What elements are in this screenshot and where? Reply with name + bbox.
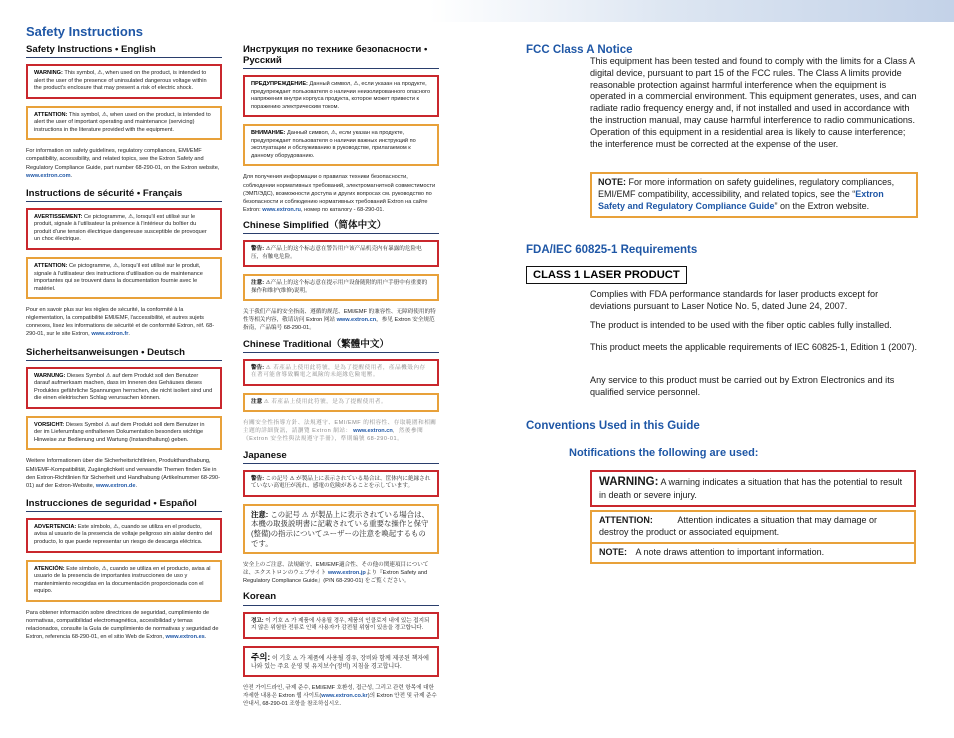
german-warning-box [26,367,222,409]
fda-paragraph-1: Complies with FDA performance standards for laser products except for deviations pursuant to Laser Notice No. 5, dated June 24, 2007. [590,289,879,311]
conventions-heading: Conventions Used in this Guide [526,420,700,432]
french-heading: Instructions de sécurité • Français [26,188,222,202]
chinese-simplified-info-end: ，参见 Extron 安全规范指南，产品编号 68-290-01。 [243,317,435,332]
japanese-info [243,561,439,585]
chinese-traditional-info-text: 有關安全性指導方針、法規遵守、EMI/EMF 的相容性、存取範圍和相關主題的詳細資訊，請瀏覽 Extron 網站： [243,420,437,435]
convention-note-label: NOTE: [599,547,627,557]
english-info-end: . [70,172,73,179]
russian-info-end: , номер по каталогу - 68-290-01. [300,206,385,213]
korean-info-text: 안전 가이드라인, 규제 준수, EMI/EMF 호환성, 접근성, 그리고 관련 항목에 대한 자세한 내용은 Extron 웹 사이트( [243,685,434,700]
english-info-link[interactable]: www.extron.com [26,172,71,179]
korean-attention-label: 주의: [251,651,271,662]
spanish-warning-label: ADVERTENCIA: [34,523,77,530]
korean-attention-box [243,646,439,678]
chinese-simplified-attention-text: ⚠产品上的这个标志意在提示用户设备随附的用户手册中有重要的操作和维护(维修)说明。 [251,280,428,294]
korean-info-link[interactable]: www.extron.co.kr [321,693,368,700]
chinese-simplified-attention-label: 注意: [251,280,265,287]
english-info [26,147,222,179]
japanese-attention-label: 注意: [251,509,269,519]
english-warning-box [26,64,222,99]
column-middle [243,44,439,715]
japanese-heading: Japanese [243,450,439,464]
fda-paragraph-4: Any service to this product must be carried out by Extron Electronics and its qualified service personnel. [590,375,895,397]
japanese-warning-label: 警告: [251,475,265,482]
chinese-simplified-warning-label: 警告: [251,246,265,253]
french-attention-box [26,257,222,299]
english-warning-text: This symbol, ⚠, when used on the product, is intended to alert the user of the presence of uninsulated dangerous voltage within the product's enclosure that may present a risk of electric shock. [34,70,207,92]
japanese-info-end: より『Extron Safety and Regulatory Compliance Guide』(P/N 68-290-01) をご覧ください。 [243,570,428,585]
column-left [26,44,222,647]
japanese-info-text: 安全上のご注意、法規厳守、EMI/EMF適合性、その他の関連項目については、エクストロンのウェブサイト [243,562,429,577]
french-warning-text: Ce pictogramme, ⚠, lorsqu'il est utilisé sur le produit, signale à l'utilisateur la présence à l'intérieur du boîtier du produit d'une tension électrique dangereuse susceptible de provoquer un choc électrique. [34,213,207,243]
fcc-note-text: For more information on safety guidelines, regulatory compliances, EMI/EMF compatibility, accessibility, and related topics, see the “ [598,177,895,199]
german-heading: Sicherheitsanweisungen • Deutsch [26,347,222,361]
fcc-note-link[interactable]: Extron Safety and Regulatory Compliance Guide [598,188,884,211]
english-attention-text: This symbol, ⚠, when used on the product, is intended to alert the user of important operating and maintenance (servicing) instructions in the literature provided with the equipment. [34,111,211,133]
french-warning-label: AVERTISSEMENT: [34,213,83,220]
english-attention-box [26,106,222,141]
spanish-warning-text: Este símbolo, ⚠, cuando se utiliza en el producto, avisa al usuario de la presencia de voltaje peligroso sin aislar dentro del producto, lo que puede representar un riesgo de descarga eléctrica. [34,523,213,546]
korean-warning-label: 경고: [251,617,264,624]
french-info-text: Pour en savoir plus sur les règles de sécurité, la conformité à la réglementation, la compatibilité EMI/EMF, l'accessibilité, et autres sujets connexes, lisez les informations de sécurité et de conformité Extron, réf. 68-290-01, sur le site Extron, [26,307,215,338]
convention-attention-box [590,510,916,544]
german-warning-text: Dieses Symbol ⚠ auf dem Produkt soll den Benutzer darauf aufmerksam machen, dass im Inneren des Gehäuses dieses Produktes gefährliche Spannungen herrschen, die nicht isoliert sind und die einen elektrischen Schlag verursachen können. [34,372,213,402]
spanish-info-text: Para obtener información sobre directrices de seguridad, cumplimiento de normativas, compatibilidad electromagnética, accesibilidad y temas relacionados, consulte la Guía de cumplimiento de normativas y seguridad de Extron, referencia 68-290-01, en el sitio Web de Extron, [26,609,219,641]
french-attention-text: Ce pictogramme, ⚠, lorsqu'il est utilisé sur le produit, signale à l'utilisateur des instructions d'utilisation ou de maintenance importantes qui se trouvent dans la documentation fournie avec le matériel. [34,262,203,292]
korean-info-end: )의 Extron 안전 및 규제 준수 안내서, 68-290-01 조항을 참조하십시오. [243,693,437,708]
convention-note-text: A note draws attention to important information. [635,547,825,557]
russian-info-link[interactable]: www.extron.ru [262,206,301,213]
fcc-body: This equipment has been tested and found to comply with the limits for a Class A digital device, pursuant to part 15 of the FCC rules. The Class A limits provide reasonable protection against harmful interference when the equipment is operated in a commercial environment. This equipment generates, uses, and can radiate radio frequency energy and, if not installed and used in accordance with the instruction manual, may cause harmful interference to radio communications. Operation of this equipment in a residential area is likely to cause interference; the interference must be corrected at the expense of the user. [590,56,917,149]
spanish-attention-text: Este símbolo, ⚠, cuando se utiliza en el producto, avisa al usuario de la presencia de importantes instrucciones de uso y mantenimiento recogidas en la documentación proporcionada con el equipo. [34,565,211,595]
fcc-note-end: ” on the Extron website. [774,200,870,211]
russian-heading: Инструкция по технике безопасности • Русский [243,44,439,69]
chinese-simplified-info-text: 关于我们产品的安全指南、遵循的规范、EMI/EMF 的兼容性、无障碍使用的特性等相关内容，敬请访问 Extron 网站 [243,309,436,324]
spanish-attention-box [26,560,222,602]
russian-warning-box [243,75,439,117]
chinese-traditional-attention-text: ⚠ 若產品上使用此符號，是為了提醒使用者。 [263,398,388,405]
spanish-heading: Instrucciones de seguridad • Español [26,498,222,512]
korean-warning-box [243,612,439,639]
german-info-text: Weitere Informationen über die Sicherheitsrichtlinien, Produkthandhabung, EMI/EMF-Kompatibilität, Zugänglichkeit und verwandte Themen finden Sie in den Extron-Richtlinien für Sicherheit und Handhabung (Artikelnummer 68-290-01) auf der Extron-Website, [26,458,221,489]
fcc-note-label: NOTE: [598,177,626,187]
header-band [0,0,954,22]
chinese-simplified-attention-box [243,274,439,301]
korean-info [243,684,439,708]
convention-note-box [590,542,916,564]
convention-warning-box [590,470,916,507]
french-attention-label: ATTENTION: [34,262,68,269]
chinese-traditional-warning-text: ⚠ 若產品上使用此符號，是為了提醒使用者，產品機殼內存在著可能會導致觸電之風險的未絕緣危險電壓。 [251,364,426,379]
convention-attention-text: Attention indicates a situation that may damage or destroy the product or associated equipment. [599,515,877,537]
russian-warning-text: Данный символ, ⚠, если указан на продукте, предупреждает пользователя о наличии неизолированного опасного напряжения внутри корпуса продукта, которое может привести к поражению электрическим током. [251,81,431,110]
convention-warning-label: WARNING: [599,476,659,488]
chinese-traditional-heading: Chinese Traditional（繁體中文） [243,339,439,353]
spanish-info [26,609,222,641]
convention-attention-label: ATTENTION: [599,515,653,525]
laser-product-label: CLASS 1 LASER PRODUCT [526,266,687,284]
japanese-attention-text: この記号 ⚠ が製品上に表示されている場合は、本機の取扱説明書に記載されている重要な操作と保守(整備)の指示についてユーザーの注意を喚起するものです。 [251,509,429,548]
german-attention-text: Dieses Symbol ⚠ auf dem Produkt soll dem Benutzer in der im Lieferumfang enthaltenen Dokumentation besonders wichtige Hinweise zur Bedienung und Wartung (Instandhaltung) geben. [34,421,205,443]
english-warning-label: WARNING: [34,70,63,77]
notifications-subheading: Notifications the following are used: [569,447,759,459]
german-info [26,457,222,489]
english-attention-label: ATTENTION: [34,111,68,118]
chinese-traditional-warning-label: 警告: [251,364,265,371]
korean-heading: Korean [243,591,439,605]
french-info [26,306,222,338]
japanese-warning-box [243,470,439,497]
page-title: Safety Instructions [26,24,144,39]
spanish-info-link[interactable]: www.extron.es [165,634,205,641]
chinese-traditional-attention-box [243,393,439,413]
japanese-attention-box [243,504,439,555]
convention-warning-text: A warning indicates a situation that has the potential to result in death or severe injury. [599,477,903,501]
fda-paragraph-3: This product meets the applicable requirements of IEC 60825-1, Edition 1 (2007). [590,342,918,352]
chinese-traditional-info [243,419,439,443]
chinese-traditional-info-link[interactable]: www.extron.cn [353,428,393,435]
chinese-simplified-warning-box [243,240,439,267]
english-info-text: For information on safety guidelines, regulatory compliances, EMI/EMF compatibility, accessibility, and related topics, see the Extron Safety and Regulatory Compliance Guide, part number 68-290-01, on the Extron website, [26,148,220,171]
german-attention-label: VORSICHT: [34,421,65,428]
chinese-simplified-info [243,308,439,332]
korean-warning-text: 이 기호 ⚠ 가 제품에 사용될 경우, 제품의 인클로저 내에 있는 접지되지 않은 위험한 전류로 인해 사용자가 감전될 위험이 있음을 경고합니다. [251,617,430,632]
russian-attention-text: Данный символ, ⚠, если указан на продукте, предупреждает пользователя о наличии важных инструкций по эксплуатации и обслуживанию в руководстве, прилагаемом к данному оборудованию. [251,130,416,159]
chinese-traditional-attention-label: 注意 [251,398,263,405]
spanish-attention-label: ATENCIÓN: [34,565,65,572]
russian-info-text: Для получения информации о правилах техники безопасности, соблюдении нормативных требований, электромагнитной совместимости (ЭМП/ЭДС), возможности доступа и других вопросах см. руководство по безопасности и соблюдению нормативных требований Extron на сайте Extron: [243,174,436,213]
french-warning-box [26,208,222,250]
german-attention-box [26,416,222,451]
chinese-simplified-info-link[interactable]: www.extron.cn [336,317,377,324]
spanish-info-end: . [204,634,207,641]
spanish-warning-box [26,518,222,553]
russian-attention-box [243,124,439,166]
russian-info [243,173,439,214]
german-warning-label: WARNUNG: [34,372,66,379]
french-info-link[interactable]: www.extron.fr [91,331,129,338]
french-info-end: . [128,331,130,338]
german-info-link[interactable]: www.extron.de [95,482,136,489]
chinese-simplified-warning-text: ⚠产品上的这个标志意在警告用户该产品机壳内有暴露的危险电压，有触电危险。 [251,246,422,260]
chinese-simplified-heading: Chinese Simplified（简体中文） [243,220,439,234]
fda-paragraph-2: The product is intended to be used with the fiber optic cables fully installed. [590,320,892,330]
chinese-traditional-warning-box [243,359,439,386]
fda-heading: FDA/IEC 60825-1 Requirements [526,244,698,256]
fcc-heading: FCC Class A Notice [526,44,633,56]
japanese-info-link[interactable]: www.extron.jp [327,570,366,577]
english-heading: Safety Instructions • English [26,44,222,58]
german-info-end: . [135,482,137,489]
korean-attention-text: 이 기호 ⚠ 가 제품에 사용될 경우, 장비와 함께 제공된 책자에 나와 있는 주요 운영 및 유지보수(정비) 지침을 경고합니다. [251,655,429,671]
russian-warning-label: ПРЕДУПРЕЖДЕНИЕ: [251,81,308,88]
russian-attention-label: ВНИМАНИЕ: [251,130,286,137]
chinese-traditional-info-end: ，然後參閱《Extron 安全性與法規遵守手冊》，準則編號 68-290-01。 [243,428,424,443]
fcc-note-box [590,172,918,218]
japanese-warning-text: この記号 ⚠ が製品上に表示されている場合は、筐体内に絶縁されていない高電圧が流れ、感電の危険があることを示しています。 [251,475,431,490]
